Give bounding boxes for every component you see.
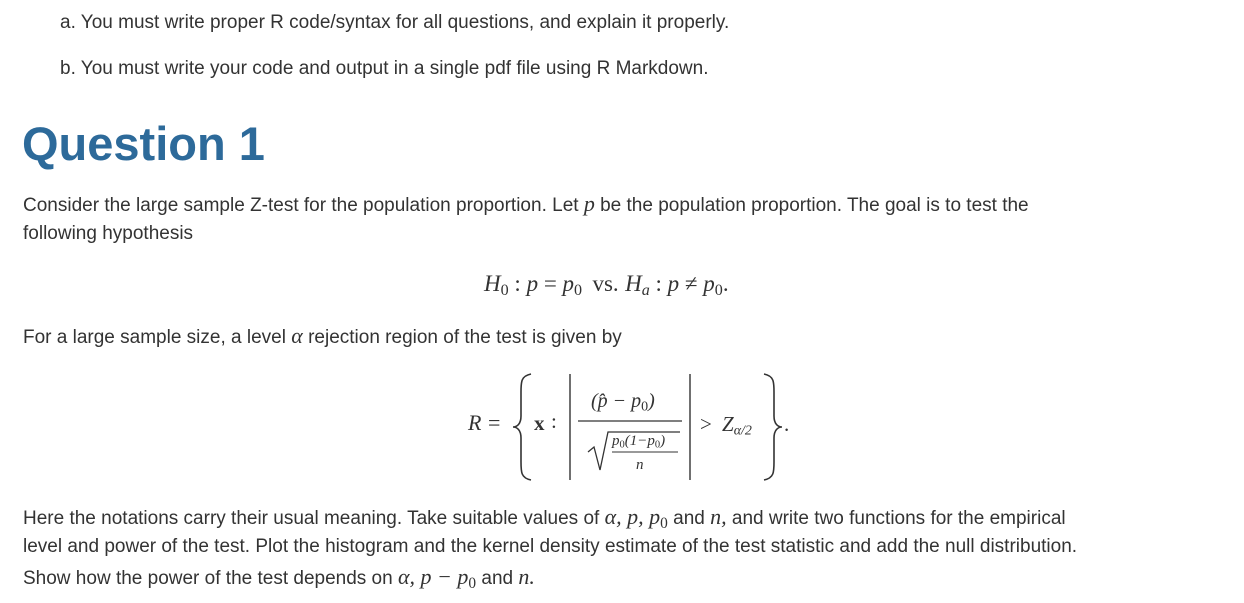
instruction-a-label: a. [60,12,76,33]
h0-p: p [526,271,539,296]
instruction-b [60,54,709,84]
rejection-text-1: For a large sample size, a level [23,327,286,348]
ha-p0: p [703,271,715,296]
task-text-5: and [481,568,514,589]
rejection-text-2: rejection region of the test is given by [308,327,622,348]
ha-symbol: H [625,271,642,296]
instruction-a-text: You must write proper R code/syntax for all questions, and explain it properly. [80,12,730,33]
hypothesis-equation [484,270,729,300]
ha-p0-subscript: 0 [714,282,723,300]
right-brace-icon [760,372,784,482]
root-num-close: ) [660,433,666,449]
root-num-sub2: 0 [654,439,661,451]
instruction-a [60,8,729,38]
formula-r: R [468,410,482,435]
left-brace-icon [511,372,535,482]
intro-text-2: be the population proportion. The goal is to test the [600,195,1029,216]
formula-z [722,412,752,440]
task-math-1 [604,504,668,532]
hypothesis-period: . [722,271,729,296]
task-line-3 [23,562,535,599]
rejection-alpha: α [291,323,303,348]
task-text-2: and [673,508,705,529]
formula-period: . [784,412,790,436]
task-text-3: and write two functions for the empirical [731,508,1066,529]
formula-numerator [591,390,655,416]
formula-greater-than: > [700,412,712,436]
h0-colon: : [508,271,527,296]
ha-subscript: a [641,282,650,300]
instruction-b-label: b. [60,58,76,79]
h0-p0: p [562,271,575,296]
task-math-2-main: α, p − p [397,564,469,589]
task-math-2 [397,564,477,592]
h0-symbol: H [484,271,501,296]
intro-text-1: Consider the large sample Z-test for the population proportion. Let [23,195,579,216]
question-heading: Question 1 [22,117,265,170]
formula-colon: : [551,409,557,433]
numerator-sub: 0 [641,399,649,415]
ha-p: p [667,271,680,296]
intro-line-2: following hypothesis [23,223,194,244]
task-n-1: n, [710,504,727,529]
task-math-1-main: α, p, p [604,504,661,529]
ha-colon: : [649,271,668,296]
root-num-rest: (1−p [624,433,655,449]
h0-subscript: 0 [500,282,509,300]
task-math-2-sub: 0 [468,574,477,592]
task-math-1-sub: 0 [660,514,668,532]
numerator-main: (p̂ − p [591,390,642,412]
formula-x: x [534,411,545,435]
intro-line-1 [23,189,1029,221]
formula-root-numerator [612,433,665,451]
root-num-sub: 0 [619,439,625,451]
h0-equals: = [538,271,563,296]
z-symbol: Z [722,412,734,436]
h0-p0-subscript: 0 [574,282,583,300]
formula-root-denominator: n [636,457,644,473]
root-num-p: p [612,433,620,449]
formula-equals: = [488,410,501,435]
ha-not-equal: ≠ [679,271,704,296]
task-line-2: level and power of the test. Plot the histogram and the kernel density estimate of the test statistic and add the null distribution. [23,536,1078,557]
task-text-1: Here the notations carry their usual meaning. Take suitable values of [23,508,600,529]
rejection-intro [23,321,622,353]
instruction-b-text: You must write your code and output in a single pdf file using R Markdown. [80,58,709,79]
task-text-4: Show how the power of the test depends on [23,568,393,589]
intro-var-p: p [583,191,595,216]
z-subscript: α/2 [733,423,752,439]
task-n-2: n. [518,564,535,589]
numerator-close: ) [648,390,655,412]
vs-text: vs. [592,271,619,296]
rejection-formula [460,368,800,486]
